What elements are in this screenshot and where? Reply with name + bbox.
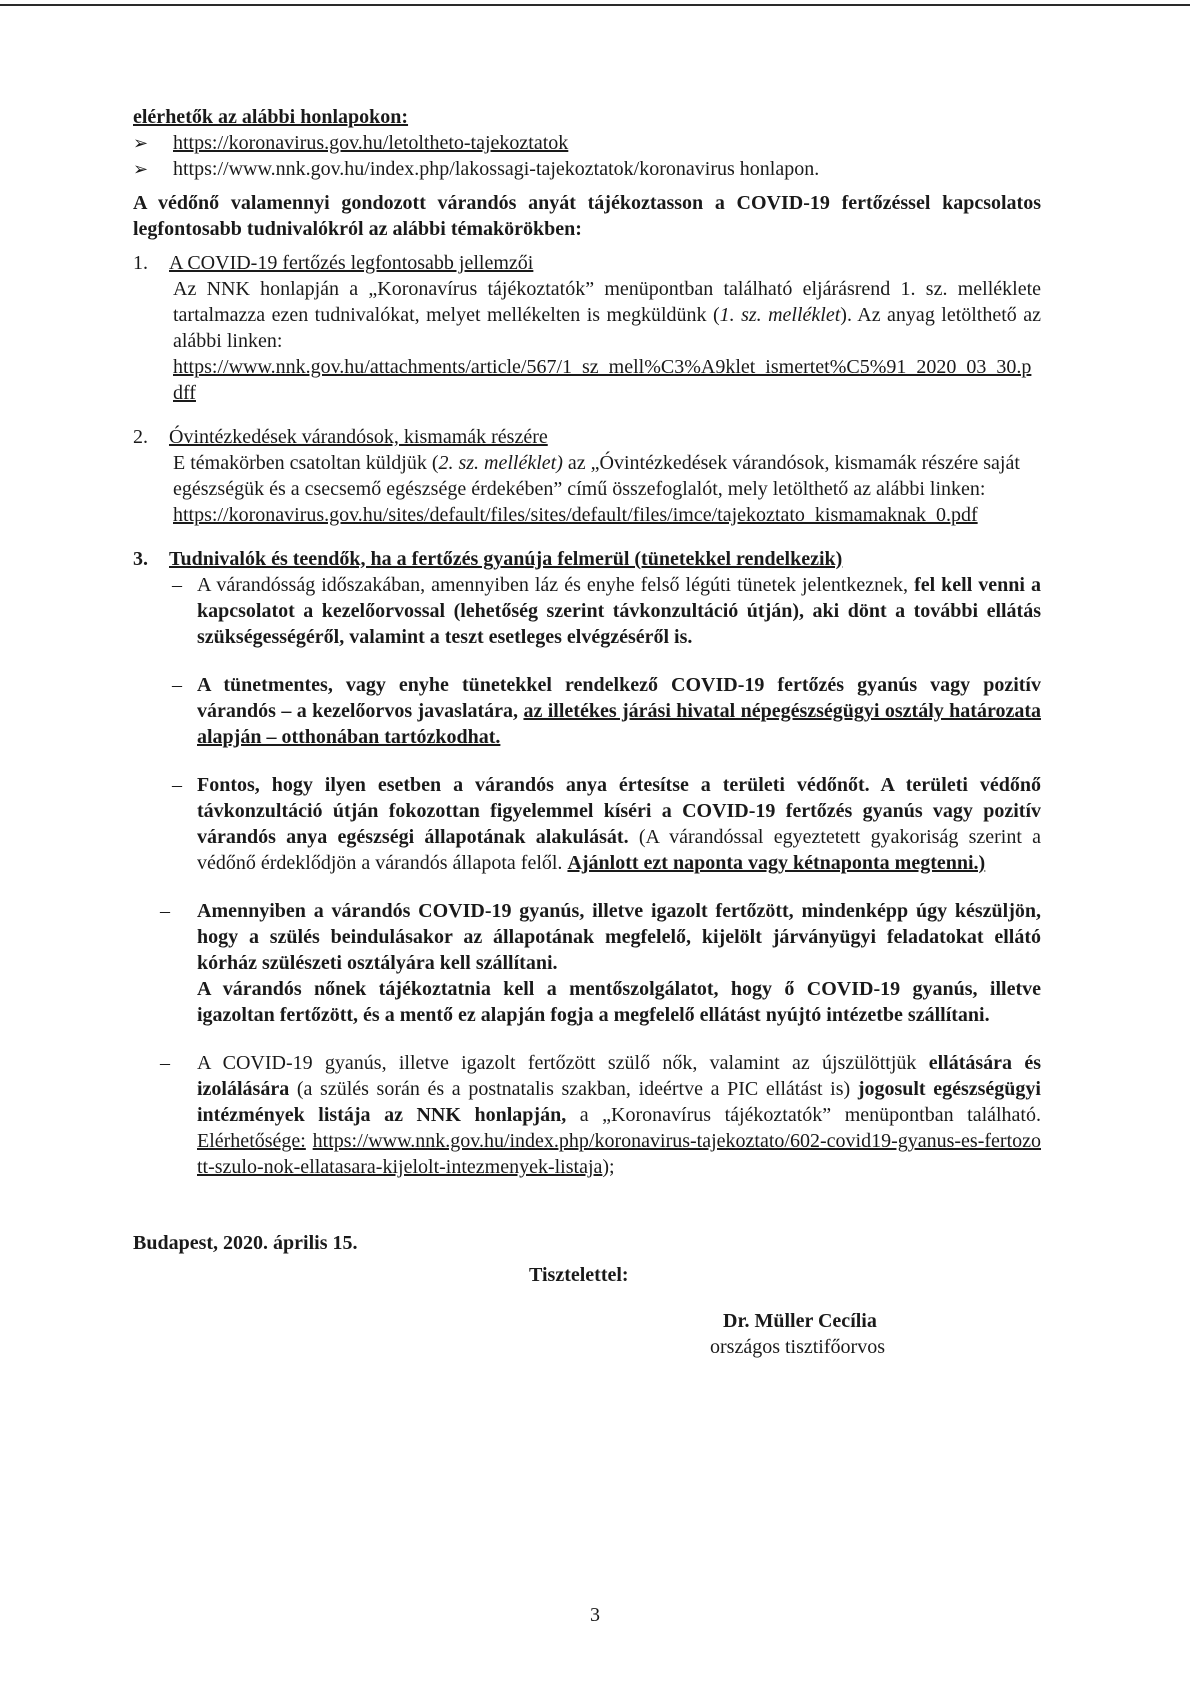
bold-text: fel kell venni a kapcsolatot a kezelőorvossal (lehetőség szerint távkonzultáció útján), aki dönt a további ellátás szükségességéről, valamint a teszt esetleges elvégzéséről is. [197,574,1042,648]
date-line: Budapest, 2020. április 15. [133,1232,358,1254]
top-border-line [0,4,1190,6]
designated-institutions-link[interactable]: https://www.nnk.gov.hu/index.php/koronavirus-tajekoztato/602-covid19-gyanus-es-fertozott-szulo-nok-ellatasara-kijelolt-intezmenyek-listaja [197,1130,1041,1178]
dash-bullet-icon: – [160,900,170,922]
dash-bullet-icon: – [172,674,182,696]
page-number: 3 [590,1604,600,1626]
attachment-ref: 1. sz. melléklet [719,304,841,326]
links-heading: elérhetők az alábbi honlapokon: [133,106,409,128]
arrow-bullet-icon: ➢ [133,133,149,153]
list-item [133,130,1041,156]
list-item [133,898,1041,1028]
intro-paragraph: A védőnő valamennyi gondozott várandós anyát tájékoztasson a COVID-19 fertőzéssel kapcsolatos legfontosabb tudnivalókról az alábbi témakörökben: [133,192,1041,240]
section-number: 2. [133,426,148,448]
link-nnk[interactable]: https://www.nnk.gov.hu/index.php/lakossagi-tajekoztatok/koronavirus honlapon. [173,158,820,180]
bold-paragraph: Amennyiben a várandós COVID-19 gyanús, illetve igazolt fertőzött, mindenképp úgy készüljön, hogy a szülés beindulásakor az állapotának megfelelő, kijelölt járványügyi feladatokat ellátó kórház szülészeti osztályára kell szállítani. [197,900,1041,974]
dash-bullet-icon: – [172,774,182,796]
section-1 [133,250,1041,406]
bullet-text [197,1050,1041,1180]
section-number: 1. [133,252,148,274]
greeting: Tisztelettel: [529,1264,629,1286]
list-item [133,1050,1041,1180]
section-3 [133,546,1041,1180]
body-text: a „Koronavírus tájékoztatók” menüpontban található. [566,1104,1041,1126]
list-item [133,156,1041,182]
body-text: ). Az anyag letölthető az alábbi linken: [173,304,1042,352]
attachment-1-link[interactable]: https://www.nnk.gov.hu/attachments/article/567/1_sz_mell%C3%A9klet_ismertet%C5%91_2020_03_30.pdff [173,356,1032,404]
body-text: ); [602,1156,615,1178]
closing-block [133,1230,1041,1360]
underlined-text: Elérhetősége: [197,1130,306,1152]
underlined-text: Ajánlott ezt naponta vagy kétnaponta megtenni.) [567,852,986,874]
bullet-text [197,572,1041,650]
list-item [133,572,1041,650]
link-list [133,130,1041,182]
bold-text: Fontos, hogy ilyen esetben a várandós anya értesítse a területi védőnőt. A területi védőnő távkonzultáció útján fokozottan figyelemmel kíséri a COVID-19 fertőzés gyanús vagy pozitív várandós anya egészségi állapotának alakulását. [197,774,1041,848]
section-title: A COVID-19 fertőzés legfontosabb jellemzői [169,252,534,274]
section-2 [133,424,1041,528]
bold-text: A tünetmentes, vagy enyhe tünetekkel rendelkező COVID-19 fertőzés gyanús vagy pozitív várandós – a kezelőorvos javaslatára, [197,674,1041,722]
link-koronavirus[interactable]: https://koronavirus.gov.hu/letoltheto-tajekoztatok [173,132,569,154]
list-item [133,672,1041,750]
bold-text: ellátására és izolálására [197,1052,1041,1100]
attachment-2-link[interactable]: https://koronavirus.gov.hu/sites/default/files/sites/default/files/imce/tajekoztato_kismamaknak_0.pdf [173,504,978,526]
section-body [173,276,1041,406]
list-item [133,772,1041,876]
bold-paragraph: A várandós nőnek tájékoztatnia kell a mentőszolgálatot, hogy ő COVID-19 gyanús, illetve igazoltan fertőzött, és a mentő ez alapján fogja a megfelelő ellátást nyújtó intézetbe szállítani. [197,978,1041,1026]
body-text: A várandósság időszakában, amennyiben láz és enyhe felső légúti tünetek jelentkeznek, [197,574,915,596]
bullet-text [197,772,1041,876]
bullet-text [197,898,1041,1028]
body-text: Az NNK honlapján a „Koronavírus tájékoztatók” menüpontban található eljárásrend 1. sz. melléklete tartalmazza ezen tudnivalókat, melyet mellékelten is megküldünk ( [173,278,1041,326]
attachment-ref: 2. sz. melléklet) [438,452,563,474]
underlined-text: az illetékes járási hivatal népegészségügyi osztály határozata alapján – otthonában tartózkodhat. [197,700,1041,748]
document-page [133,104,1041,1360]
dash-bullet-icon: – [172,574,182,596]
signatory-name: Dr. Müller Cecília [723,1310,877,1332]
body-text: (A várandóssal egyeztetett gyakoriság szerint a védőnő érdeklődjön a várandós állapota felől. [197,826,1041,874]
signatory-title: országos tisztifőorvos [710,1336,885,1358]
bullet-text [197,672,1041,750]
section-number: 3. [133,548,148,570]
bold-text: jogosult egészségügyi intézmények listája az NNK honlapján, [197,1078,1041,1126]
section-body [173,450,1041,528]
dash-bullet-icon: – [160,1052,170,1074]
body-text: A COVID-19 gyanús, illetve igazolt fertőzött szülő nők, valamint az újszülöttjük [197,1052,929,1074]
body-text: az „Óvintézkedések várandósok, kismamák részére saját egészségük és a csecsemő egészsége érdekében” című összefoglalót, mely letölthető az alábbi linken: [173,452,1020,500]
section-title: Óvintézkedések várandósok, kismamák részére [169,426,548,448]
body-text: (a szülés során és a postnatalis szakban, ideértve a PIC ellátást is) [289,1078,858,1100]
section-title: Tudnivalók és teendők, ha a fertőzés gyanúja felmerül (tünetekkel rendelkezik) [169,548,843,570]
arrow-bullet-icon: ➢ [133,159,149,179]
body-text: E témakörben csatoltan küldjük ( [173,452,439,474]
